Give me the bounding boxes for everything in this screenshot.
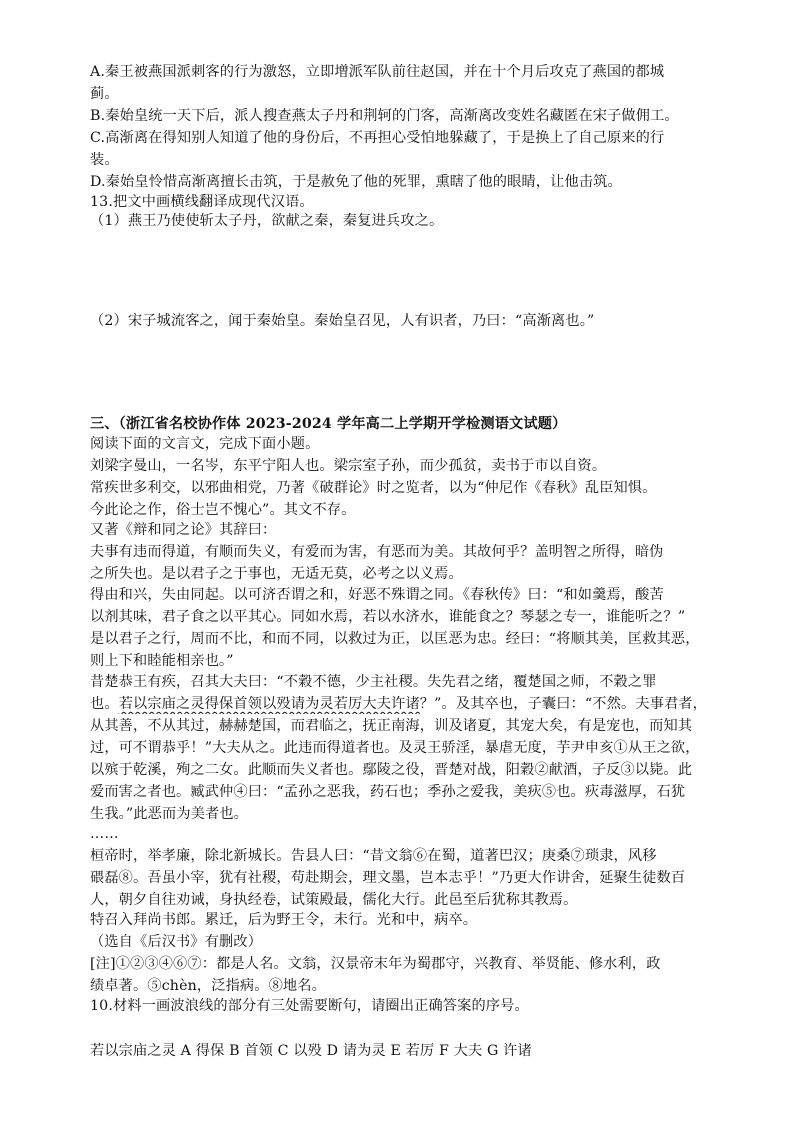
source-citation: （选自《后汉书》有删改） (90, 934, 263, 950)
paragraph-6-line-2 (90, 694, 750, 714)
paragraph-2-line-2: 今此论之作，俗士岂不愧心”。其文不存。 (90, 502, 356, 518)
paragraph-6-line-4: 过，可不谓恭乎！”大夫从之。此违而得道者也。及灵王骄淫，暴虐无度，芋尹申亥①从王之欲， (90, 740, 700, 756)
option-c-line-1: C.高渐离在得知别人知道了他的身份后，不再担心受怕地躲藏了，于是换上了自己原来的行 (90, 130, 665, 146)
notes-line-1: [注]①②③④⑥⑦：都是人名。文翁，汉景帝末年为蜀郡守，兴教育、举贤能、修水利，政 (90, 956, 661, 972)
section-heading: 三、（浙江省名校协作体 2023-2024 学年高二上学期开学检测语文试题） (90, 416, 567, 432)
q13-title: 13.把文中画横线翻译成现代汉语。 (90, 194, 314, 210)
paragraph-6-line-7: 生我。”此恶而为美者也。 (90, 806, 249, 822)
paragraph-6-line-2-end: ？”。及其卒也，子囊曰：“不然。夫事君者， (419, 696, 708, 712)
paragraph-2-line-1: 常疾世多利交，以邪曲相党，乃著《破群论》时之览者，以为“仲尼作《春秋》乱臣知惧。 (90, 480, 657, 496)
paragraph-4-line-1: 夫事有违而得道，有顺而失义，有爱而为害，有恶而为美。其故何乎？盖明智之所得，暗伪 (90, 544, 664, 560)
paragraph-7-line-2: 碨磊⑧。吾虽小宰，犹有社稷，苟赴期会，理文墨，岂本志乎！”乃更大作讲舍，延聚生徒数百 (90, 870, 686, 886)
option-b: B.秦始皇统一天下后，派人搜查燕太子丹和荆轲的门客，高渐离改变姓名藏匿在宋子做佣工。 (90, 108, 679, 124)
paragraph-6-line-5: 以殡于乾溪，殉之二女。此顺而失义者也。鄢陵之役，晋楚对战，阳穀②献酒，子反③以毙。此 (90, 762, 693, 778)
paragraph-6-line-2-start: 也。 (90, 696, 119, 712)
paragraph-5-line-2: 以剂其味，君子食之以平其心。同如水焉，若以水济水，谁能食之？琴瑟之专一，谁能听之？” (90, 609, 686, 625)
q13-item-1: （1）燕王乃使使斩太子丹，欲献之秦，秦复进兵攻之。 (90, 213, 444, 229)
paragraph-8: 特召入拜尚书郎。累迁，后为野王令，未行。光和中，病卒。 (90, 912, 478, 928)
option-d: D.秦始皇怜惜高渐离擅长击筑，于是赦免了他的死罪，熏瞎了他的眼睛，让他击筑。 (90, 174, 622, 190)
paragraph-7-line-1: 桓帝时，举孝廉，除北新城长。告县人曰：“昔文翁⑥在蜀，道著巴汉；庚桑⑦琐隶，风移 (90, 848, 657, 864)
ellipsis: …… (90, 826, 119, 842)
question-10-options: 若以宗庙之灵 A 得保 B 首领 C 以殁 D 请为灵 E 若厉 F 大夫 G 许诸 (90, 1043, 532, 1059)
paragraph-1: 刘梁字曼山，一名岑，东平宁阳人也。梁宗室子孙，而少孤贫，卖书于市以自资。 (90, 458, 607, 474)
option-c-line-2: 装。 (90, 152, 119, 168)
paragraph-5-line-4: 则上下和睦能相亲也。” (90, 653, 234, 669)
paragraph-7-line-3: 人，朝夕自往劝诫，身执经卷，试策殿最，儒化大行。此邑至后犹称其教焉。 (90, 892, 578, 908)
q13-item-2: （2）宋子城流客之，闻于秦始皇。秦始皇召见，人有识者，乃曰：“高渐离也。” (90, 313, 595, 329)
question-10: 10.材料一画波浪线的部分有三处需要断句，请圈出正确答案的序号。 (90, 998, 529, 1014)
paragraph-6-line-6: 爱而害之者也。臧武仲④曰：“孟孙之恶我，药石也；季孙之爱我，美疢⑤也。疢毒滋厚，石犹 (90, 784, 686, 800)
paragraph-5-line-3: 是以君子之行，周而不比，和而不同，以救过为正，以匡恶为忠。经曰：“将顺其美，匡救其恶， (90, 631, 700, 647)
notes-line-2: 绩卓著。⑤chèn，泛指病。⑧地名。 (90, 978, 326, 994)
paragraph-5-line-1: 得由和兴，失由同起。以可济否谓之和，好恶不殊谓之同。《春秋传》曰：“和如羹焉，酸苦 (90, 587, 664, 603)
paragraph-4-line-2: 之所失也。是以君子之于事也，无适无莫，必考之以义焉。 (90, 566, 463, 582)
option-a-line-2: 蓟。 (90, 86, 119, 102)
wavy-underlined-passage: 若以宗庙之灵得保首领以殁请为灵若厉大夫许诸 (118, 696, 420, 712)
paragraph-3: 又著《辩和同之论》其辞曰： (90, 522, 277, 538)
option-a-line-1: A.秦王被燕国派刺客的行为激怒，立即增派军队前往赵国，并在十个月后攻克了燕国的都城 (90, 64, 665, 80)
paragraph-6-line-1: 昔楚恭王有疾，召其大夫曰：“不穀不德，少主社稷。失先君之绪，覆楚国之师，不穀之罪 (90, 674, 657, 690)
instruction: 阅读下面的文言文，完成下面小题。 (90, 436, 320, 452)
paragraph-6-line-3: 从其善，不从其过，赫赫楚国，而君临之，抚正南海，训及诸夏，其宠大矣，有是宠也，而知其 (90, 718, 693, 734)
